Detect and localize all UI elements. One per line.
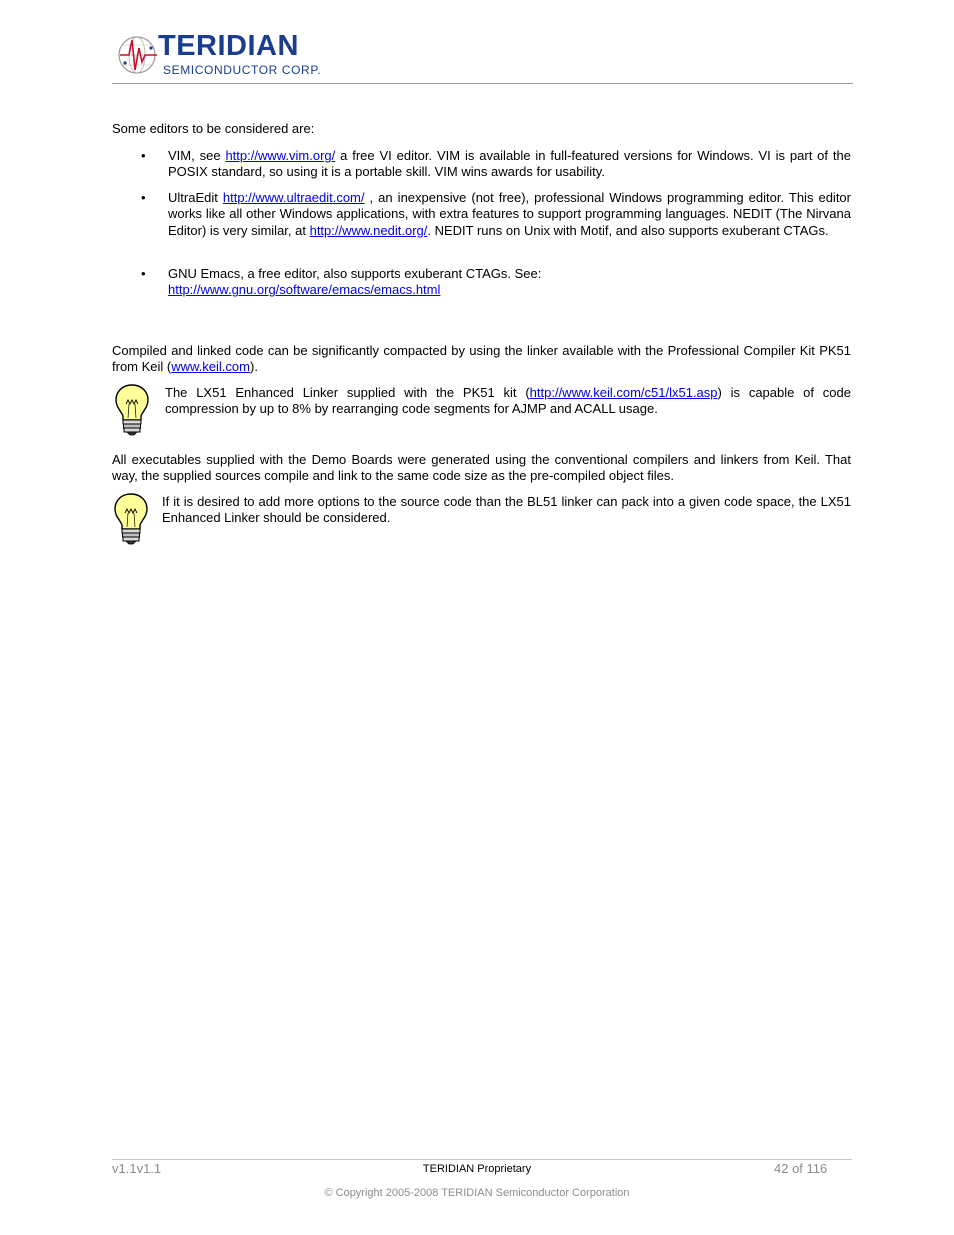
logo-subtitle: SEMICONDUCTOR CORP. [163,63,322,77]
teridian-logo [117,30,322,80]
tip2-text: If it is desired to add more options to the source code than the BL51 linker can pack into a given code space, the LX51 Enhanced Linker should be considered. [162,494,851,526]
footer-rule [112,1159,852,1160]
compact-pre: Compiled and linked code can be significantly compacted by using the linker available with the Professional Compiler Kit PK51 from Keil ( [112,343,851,375]
bullet-icon: • [141,148,146,163]
ultraedit-mid: , an inexpensive (not free), professional Windows programming editor. This editor works like all other Windows applications, with extra features to support programming languages. NEDIT (The Nirvana Editor) is very similar, at [168,190,851,238]
footer-version: v1.1v1.1 [112,1161,162,1176]
tip1-text [165,385,851,418]
lx51-link[interactable]: http://www.keil.com/c51/lx51.asp [529,385,718,400]
ultraedit-pre: UltraEdit [168,190,223,205]
ultraedit-bullet [168,190,851,239]
lightbulb-icon [113,382,151,438]
footer-copyright: © Copyright 2005-2008 TERIDIAN Semiconductor Corporation [324,1187,630,1199]
editors-intro: Some editors to be considered are: [112,121,315,136]
vim-post: a free VI editor. VIM is available in full-featured versions for Windows. VI is part of the POSIX standard, so using it is a portable skill. VIM wins awards for usability. [168,148,851,180]
bullet-icon: • [141,266,146,281]
vim-link[interactable]: http://www.vim.org/ [225,148,336,163]
logo-wordmark: TERIDIAN [158,30,299,62]
compact-post: ). [249,359,258,375]
tip1-pre: The LX51 Enhanced Linker supplied with the PK51 kit ( [165,385,530,400]
footer-proprietary: TERIDIAN Proprietary [422,1163,532,1175]
keil-link[interactable]: www.keil.com [171,359,250,375]
ultraedit-link[interactable]: http://www.ultraedit.com/ [222,190,365,205]
header-rule [112,83,853,84]
nedit-link[interactable]: http://www.nedit.org/ [309,222,428,238]
compact-paragraph [112,343,851,376]
ultraedit-post: . NEDIT runs on Unix with Motif, and also supports exuberant CTAGs. [427,222,829,238]
emacs-link[interactable]: http://www.gnu.org/software/emacs/emacs.html [168,282,441,298]
lightbulb-icon [112,491,150,547]
vim-bullet [168,148,851,181]
executables-paragraph: All executables supplied with the Demo Boards were generated using the conventional compilers and linkers from Keil. That way, the supplied sources compile and link to the same code size as the pre-compiled object files. [112,452,851,484]
bullet-icon: • [141,190,146,205]
emacs-pre: GNU Emacs, a free editor, also supports exuberant CTAGs. See: [168,266,542,281]
tip1-post: ) is capable of code compression by up to 8% by rearranging code segments for AJMP and ACALL usage. [165,385,851,417]
footer-page-number: 42 of 116 [774,1161,828,1176]
vim-pre: VIM, see [168,148,226,163]
emacs-bullet [168,266,608,299]
